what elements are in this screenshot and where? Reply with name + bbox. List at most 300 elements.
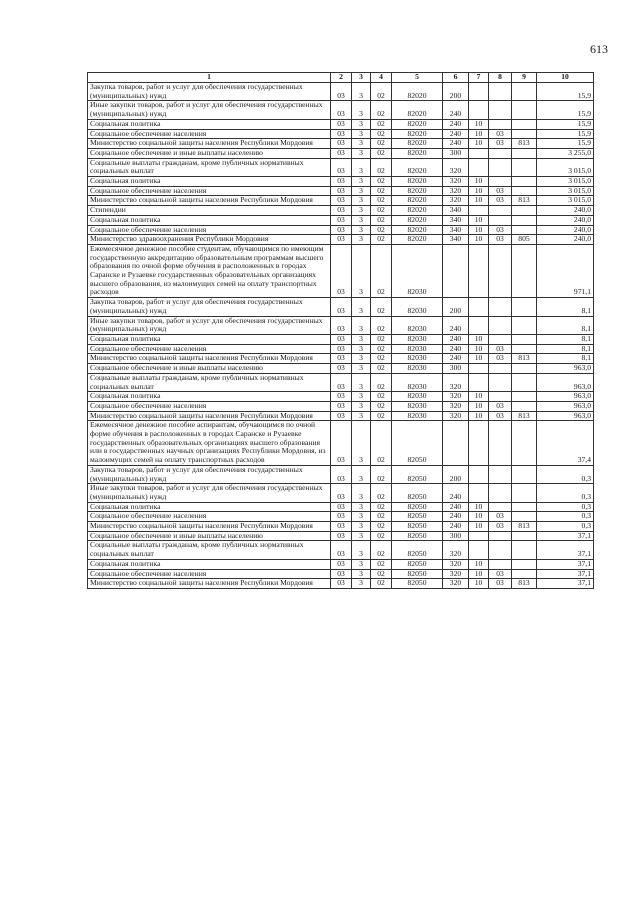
- code-cell: 3: [352, 298, 371, 316]
- code-cell: [512, 484, 537, 502]
- code-cell: [512, 531, 537, 541]
- code-cell: 82050: [392, 569, 443, 579]
- code-cell: 02: [371, 344, 392, 354]
- code-cell: [489, 244, 512, 297]
- code-cell: [489, 177, 512, 187]
- code-cell: 82020: [392, 186, 443, 196]
- code-cell: 02: [371, 541, 392, 559]
- code-cell: 10: [469, 225, 489, 235]
- code-cell: 82050: [392, 559, 443, 569]
- code-cell: 340: [443, 215, 469, 225]
- amount-cell: 963,0: [537, 401, 594, 411]
- table-row: [88, 559, 594, 569]
- code-cell: 03: [489, 579, 512, 589]
- code-cell: 02: [371, 579, 392, 589]
- row-name-cell: Закупка товаров, работ и услуг для обеспечения государственных (муниципальных) нужд: [88, 298, 331, 316]
- table-row: [88, 401, 594, 411]
- code-cell: [512, 298, 537, 316]
- code-cell: [489, 206, 512, 216]
- code-cell: 03: [331, 298, 352, 316]
- amount-cell: 0,3: [537, 465, 594, 483]
- code-cell: 340: [443, 206, 469, 216]
- code-cell: [443, 244, 469, 297]
- code-cell: 3: [352, 101, 371, 119]
- row-name-cell: Социальное обеспечение и иные выплаты населению: [88, 531, 331, 541]
- table-row: [88, 215, 594, 225]
- table-row: [88, 484, 594, 502]
- code-cell: 82030: [392, 244, 443, 297]
- code-cell: 82030: [392, 392, 443, 402]
- code-cell: 02: [371, 215, 392, 225]
- row-name-cell: Социальная политика: [88, 559, 331, 569]
- code-cell: 3: [352, 119, 371, 129]
- code-cell: 320: [443, 411, 469, 421]
- code-cell: 03: [331, 235, 352, 245]
- code-cell: [512, 502, 537, 512]
- code-cell: 3: [352, 225, 371, 235]
- code-cell: [489, 215, 512, 225]
- amount-cell: 963,0: [537, 373, 594, 391]
- code-cell: 320: [443, 541, 469, 559]
- amount-cell: 8,1: [537, 334, 594, 344]
- code-cell: 200: [443, 83, 469, 101]
- table-row: [88, 344, 594, 354]
- code-cell: 320: [443, 559, 469, 569]
- code-cell: 02: [371, 298, 392, 316]
- table-row: [88, 148, 594, 158]
- code-cell: 813: [512, 579, 537, 589]
- code-cell: 82020: [392, 101, 443, 119]
- table-row: [88, 186, 594, 196]
- code-cell: [469, 206, 489, 216]
- code-cell: 3: [352, 364, 371, 374]
- row-name-cell: Социальные выплаты гражданам, кроме публичных нормативных социальных выплат: [88, 541, 331, 559]
- code-cell: 82020: [392, 215, 443, 225]
- code-cell: 03: [331, 215, 352, 225]
- code-cell: 3: [352, 579, 371, 589]
- code-cell: 03: [489, 235, 512, 245]
- code-cell: [512, 512, 537, 522]
- code-cell: 02: [371, 129, 392, 139]
- code-cell: 3: [352, 244, 371, 297]
- code-cell: [469, 421, 489, 466]
- table-row: [88, 129, 594, 139]
- code-cell: 03: [331, 522, 352, 532]
- amount-cell: 3 015,0: [537, 196, 594, 206]
- code-cell: 813: [512, 354, 537, 364]
- code-cell: 03: [489, 196, 512, 206]
- code-cell: 03: [331, 206, 352, 216]
- code-cell: 3: [352, 522, 371, 532]
- code-cell: 3: [352, 569, 371, 579]
- code-cell: [469, 158, 489, 176]
- row-name-cell: Социальная политика: [88, 392, 331, 402]
- row-name-cell: Министерство социальной защиты населения Республики Мордовия: [88, 196, 331, 206]
- code-cell: 82050: [392, 531, 443, 541]
- code-cell: [469, 484, 489, 502]
- code-cell: [512, 421, 537, 466]
- code-cell: 02: [371, 119, 392, 129]
- code-cell: 03: [489, 569, 512, 579]
- code-cell: 3: [352, 373, 371, 391]
- row-name-cell: Социальное обеспечение населения: [88, 569, 331, 579]
- code-cell: 3: [352, 215, 371, 225]
- code-cell: 320: [443, 579, 469, 589]
- amount-cell: 37,1: [537, 579, 594, 589]
- code-cell: 3: [352, 129, 371, 139]
- amount-cell: 240,0: [537, 206, 594, 216]
- code-cell: 240: [443, 354, 469, 364]
- row-name-cell: Министерство социальной защиты населения Республики Мордовия: [88, 411, 331, 421]
- amount-cell: 15,9: [537, 129, 594, 139]
- table-row: [88, 196, 594, 206]
- code-cell: 03: [489, 411, 512, 421]
- code-cell: 03: [331, 373, 352, 391]
- code-cell: 10: [469, 522, 489, 532]
- code-cell: 320: [443, 401, 469, 411]
- code-cell: [489, 83, 512, 101]
- column-header: 5: [392, 73, 443, 83]
- table-row: [88, 83, 594, 101]
- row-name-cell: Социальная политика: [88, 119, 331, 129]
- table-row: [88, 244, 594, 297]
- code-cell: 10: [469, 392, 489, 402]
- row-name-cell: Министерство социальной защиты населения Республики Мордовия: [88, 354, 331, 364]
- code-cell: [489, 119, 512, 129]
- code-cell: 03: [331, 354, 352, 364]
- amount-cell: 37,1: [537, 541, 594, 559]
- code-cell: 10: [469, 196, 489, 206]
- code-cell: [489, 373, 512, 391]
- code-cell: 3: [352, 411, 371, 421]
- code-cell: 3: [352, 177, 371, 187]
- code-cell: 82030: [392, 401, 443, 411]
- code-cell: 3: [352, 334, 371, 344]
- code-cell: 02: [371, 354, 392, 364]
- code-cell: 3: [352, 421, 371, 466]
- code-cell: 3: [352, 559, 371, 569]
- code-cell: 82030: [392, 298, 443, 316]
- table-row: [88, 298, 594, 316]
- code-cell: 82030: [392, 411, 443, 421]
- code-cell: 03: [331, 392, 352, 402]
- code-cell: 82020: [392, 139, 443, 149]
- code-cell: 82030: [392, 316, 443, 334]
- code-cell: 02: [371, 401, 392, 411]
- table-row: [88, 579, 594, 589]
- code-cell: 82050: [392, 465, 443, 483]
- code-cell: 10: [469, 334, 489, 344]
- code-cell: [512, 225, 537, 235]
- code-cell: [512, 373, 537, 391]
- code-cell: 02: [371, 83, 392, 101]
- code-cell: [489, 421, 512, 466]
- row-name-cell: Министерство социальной защиты населения Республики Мордовия: [88, 579, 331, 589]
- code-cell: 03: [331, 139, 352, 149]
- code-cell: 3: [352, 541, 371, 559]
- code-cell: 02: [371, 148, 392, 158]
- amount-cell: 3 255,0: [537, 148, 594, 158]
- code-cell: 02: [371, 484, 392, 502]
- code-cell: 82020: [392, 83, 443, 101]
- code-cell: 82030: [392, 334, 443, 344]
- code-cell: 03: [331, 334, 352, 344]
- code-cell: 03: [331, 465, 352, 483]
- code-cell: 240: [443, 316, 469, 334]
- code-cell: 03: [331, 541, 352, 559]
- code-cell: 10: [469, 569, 489, 579]
- code-cell: [489, 334, 512, 344]
- code-cell: 320: [443, 177, 469, 187]
- code-cell: [512, 177, 537, 187]
- code-cell: 02: [371, 502, 392, 512]
- amount-cell: 37,1: [537, 569, 594, 579]
- code-cell: [512, 129, 537, 139]
- code-cell: [469, 316, 489, 334]
- row-name-cell: Социальные выплаты гражданам, кроме публичных нормативных социальных выплат: [88, 158, 331, 176]
- table-row: [88, 158, 594, 176]
- code-cell: 82020: [392, 129, 443, 139]
- code-cell: [469, 364, 489, 374]
- code-cell: 240: [443, 522, 469, 532]
- table-row: [88, 502, 594, 512]
- code-cell: 320: [443, 392, 469, 402]
- row-name-cell: Социальная политика: [88, 177, 331, 187]
- row-name-cell: Ежемесячное денежное пособие аспирантам, обучающимся по очной форме обучения в расположенных в городах Саранске и Рузаевке государственных образовательных организациях высшего образования или в государственных научных организациях Республики Мордовия, из малоимущих семей на оплату транспортных расходов: [88, 421, 331, 466]
- code-cell: [489, 541, 512, 559]
- code-cell: 10: [469, 401, 489, 411]
- code-cell: 3: [352, 83, 371, 101]
- row-name-cell: Социальное обеспечение населения: [88, 344, 331, 354]
- code-cell: 03: [331, 559, 352, 569]
- code-cell: 03: [331, 244, 352, 297]
- code-cell: 10: [469, 235, 489, 245]
- code-cell: 02: [371, 559, 392, 569]
- code-cell: 320: [443, 569, 469, 579]
- code-cell: 82020: [392, 225, 443, 235]
- code-cell: 03: [331, 148, 352, 158]
- row-name-cell: Иные закупки товаров, работ и услуг для обеспечения государственных (муниципальных) нужд: [88, 101, 331, 119]
- code-cell: [489, 531, 512, 541]
- code-cell: [469, 101, 489, 119]
- column-header: 7: [469, 73, 489, 83]
- code-cell: [512, 401, 537, 411]
- table-row: [88, 421, 594, 466]
- code-cell: 03: [331, 101, 352, 119]
- code-cell: 02: [371, 334, 392, 344]
- column-header: 9: [512, 73, 537, 83]
- table-row: [88, 354, 594, 364]
- table-row: [88, 411, 594, 421]
- code-cell: 82030: [392, 364, 443, 374]
- table-row: [88, 569, 594, 579]
- code-cell: 3: [352, 139, 371, 149]
- column-header: 2: [331, 73, 352, 83]
- code-cell: [489, 502, 512, 512]
- code-cell: 3: [352, 512, 371, 522]
- amount-cell: 240,0: [537, 215, 594, 225]
- code-cell: [512, 334, 537, 344]
- code-cell: [512, 364, 537, 374]
- code-cell: [489, 484, 512, 502]
- table-row: [88, 139, 594, 149]
- code-cell: 03: [331, 119, 352, 129]
- column-header: 4: [371, 73, 392, 83]
- code-cell: 82050: [392, 541, 443, 559]
- code-cell: 3: [352, 148, 371, 158]
- code-cell: 320: [443, 186, 469, 196]
- table-row: [88, 364, 594, 374]
- code-cell: 02: [371, 206, 392, 216]
- code-cell: 03: [331, 502, 352, 512]
- code-cell: 3: [352, 206, 371, 216]
- table-row: [88, 177, 594, 187]
- code-cell: 02: [371, 177, 392, 187]
- code-cell: 10: [469, 579, 489, 589]
- code-cell: 02: [371, 392, 392, 402]
- code-cell: 3: [352, 186, 371, 196]
- table-row: [88, 541, 594, 559]
- amount-cell: 8,1: [537, 344, 594, 354]
- row-name-cell: Социальная политика: [88, 502, 331, 512]
- amount-cell: 240,0: [537, 235, 594, 245]
- code-cell: 02: [371, 522, 392, 532]
- code-cell: 3: [352, 316, 371, 334]
- code-cell: 3: [352, 531, 371, 541]
- code-cell: 02: [371, 364, 392, 374]
- code-cell: [512, 83, 537, 101]
- code-cell: 03: [331, 569, 352, 579]
- code-cell: 03: [331, 344, 352, 354]
- code-cell: [489, 101, 512, 119]
- code-cell: [512, 215, 537, 225]
- code-cell: 02: [371, 512, 392, 522]
- code-cell: [443, 421, 469, 466]
- code-cell: 10: [469, 119, 489, 129]
- code-cell: 82020: [392, 119, 443, 129]
- code-cell: 82030: [392, 354, 443, 364]
- code-cell: 02: [371, 139, 392, 149]
- code-cell: 03: [331, 421, 352, 466]
- code-cell: 03: [489, 186, 512, 196]
- amount-cell: 8,1: [537, 298, 594, 316]
- code-cell: 82050: [392, 579, 443, 589]
- code-cell: [489, 559, 512, 569]
- code-cell: 10: [469, 502, 489, 512]
- table-row: [88, 235, 594, 245]
- code-cell: 03: [331, 316, 352, 334]
- code-cell: 3: [352, 354, 371, 364]
- code-cell: 10: [469, 215, 489, 225]
- code-cell: 03: [331, 196, 352, 206]
- row-name-cell: Иные закупки товаров, работ и услуг для обеспечения государственных (муниципальных) нужд: [88, 484, 331, 502]
- row-name-cell: Министерство здравоохранения Республики Мордовия: [88, 235, 331, 245]
- code-cell: 10: [469, 344, 489, 354]
- code-cell: [512, 148, 537, 158]
- amount-cell: 37,4: [537, 421, 594, 466]
- code-cell: [512, 559, 537, 569]
- code-cell: [512, 206, 537, 216]
- code-cell: 300: [443, 531, 469, 541]
- table-row: [88, 512, 594, 522]
- row-name-cell: Социальная политика: [88, 215, 331, 225]
- row-name-cell: Социальное обеспечение населения: [88, 186, 331, 196]
- code-cell: 813: [512, 196, 537, 206]
- code-cell: [469, 148, 489, 158]
- amount-cell: 8,1: [537, 316, 594, 334]
- code-cell: 03: [331, 579, 352, 589]
- code-cell: 240: [443, 119, 469, 129]
- code-cell: 03: [331, 531, 352, 541]
- row-name-cell: Министерство социальной защиты населения Республики Мордовия: [88, 522, 331, 532]
- table-row: [88, 316, 594, 334]
- code-cell: 82050: [392, 522, 443, 532]
- code-cell: 82020: [392, 235, 443, 245]
- code-cell: 82020: [392, 158, 443, 176]
- code-cell: [489, 316, 512, 334]
- code-cell: [469, 83, 489, 101]
- code-cell: 03: [331, 484, 352, 502]
- amount-cell: 963,0: [537, 364, 594, 374]
- code-cell: 02: [371, 531, 392, 541]
- table-row: [88, 119, 594, 129]
- code-cell: [489, 392, 512, 402]
- table-body: [88, 83, 594, 589]
- amount-cell: 15,9: [537, 83, 594, 101]
- code-cell: 02: [371, 411, 392, 421]
- code-cell: 10: [469, 129, 489, 139]
- code-cell: 3: [352, 158, 371, 176]
- amount-cell: 15,9: [537, 119, 594, 129]
- code-cell: 3: [352, 235, 371, 245]
- code-cell: [512, 316, 537, 334]
- amount-cell: 15,9: [537, 139, 594, 149]
- code-cell: 300: [443, 364, 469, 374]
- row-name-cell: Ежемесячное денежное пособие студентам, обучающимся по имеющим государственную аккредитацию образовательным программам высшего образования по очной форме обучения в расположенных в городах Саранске и Рузаевке государственных образовательных организациях высшего образования, из малоимущих семей на оплату транспортных расходов: [88, 244, 331, 297]
- code-cell: 10: [469, 139, 489, 149]
- code-cell: [489, 364, 512, 374]
- code-cell: [512, 186, 537, 196]
- code-cell: 03: [331, 364, 352, 374]
- code-cell: 03: [489, 344, 512, 354]
- code-cell: 02: [371, 196, 392, 206]
- code-cell: 10: [469, 354, 489, 364]
- code-cell: 200: [443, 298, 469, 316]
- code-cell: 813: [512, 139, 537, 149]
- amount-cell: 0,3: [537, 512, 594, 522]
- code-cell: 3: [352, 465, 371, 483]
- code-cell: 02: [371, 186, 392, 196]
- code-cell: 240: [443, 101, 469, 119]
- code-cell: [512, 101, 537, 119]
- amount-cell: 0,3: [537, 522, 594, 532]
- row-name-cell: Социальное обеспечение населения: [88, 225, 331, 235]
- code-cell: 82030: [392, 344, 443, 354]
- code-cell: 240: [443, 344, 469, 354]
- code-cell: 82020: [392, 177, 443, 187]
- code-cell: 03: [489, 139, 512, 149]
- amount-cell: 37,1: [537, 531, 594, 541]
- row-name-cell: Социальная политика: [88, 334, 331, 344]
- code-cell: 320: [443, 196, 469, 206]
- table-row: [88, 465, 594, 483]
- table-row: [88, 392, 594, 402]
- code-cell: 03: [331, 129, 352, 139]
- amount-cell: 8,1: [537, 354, 594, 364]
- code-cell: 03: [489, 522, 512, 532]
- table-row: [88, 225, 594, 235]
- code-cell: 340: [443, 225, 469, 235]
